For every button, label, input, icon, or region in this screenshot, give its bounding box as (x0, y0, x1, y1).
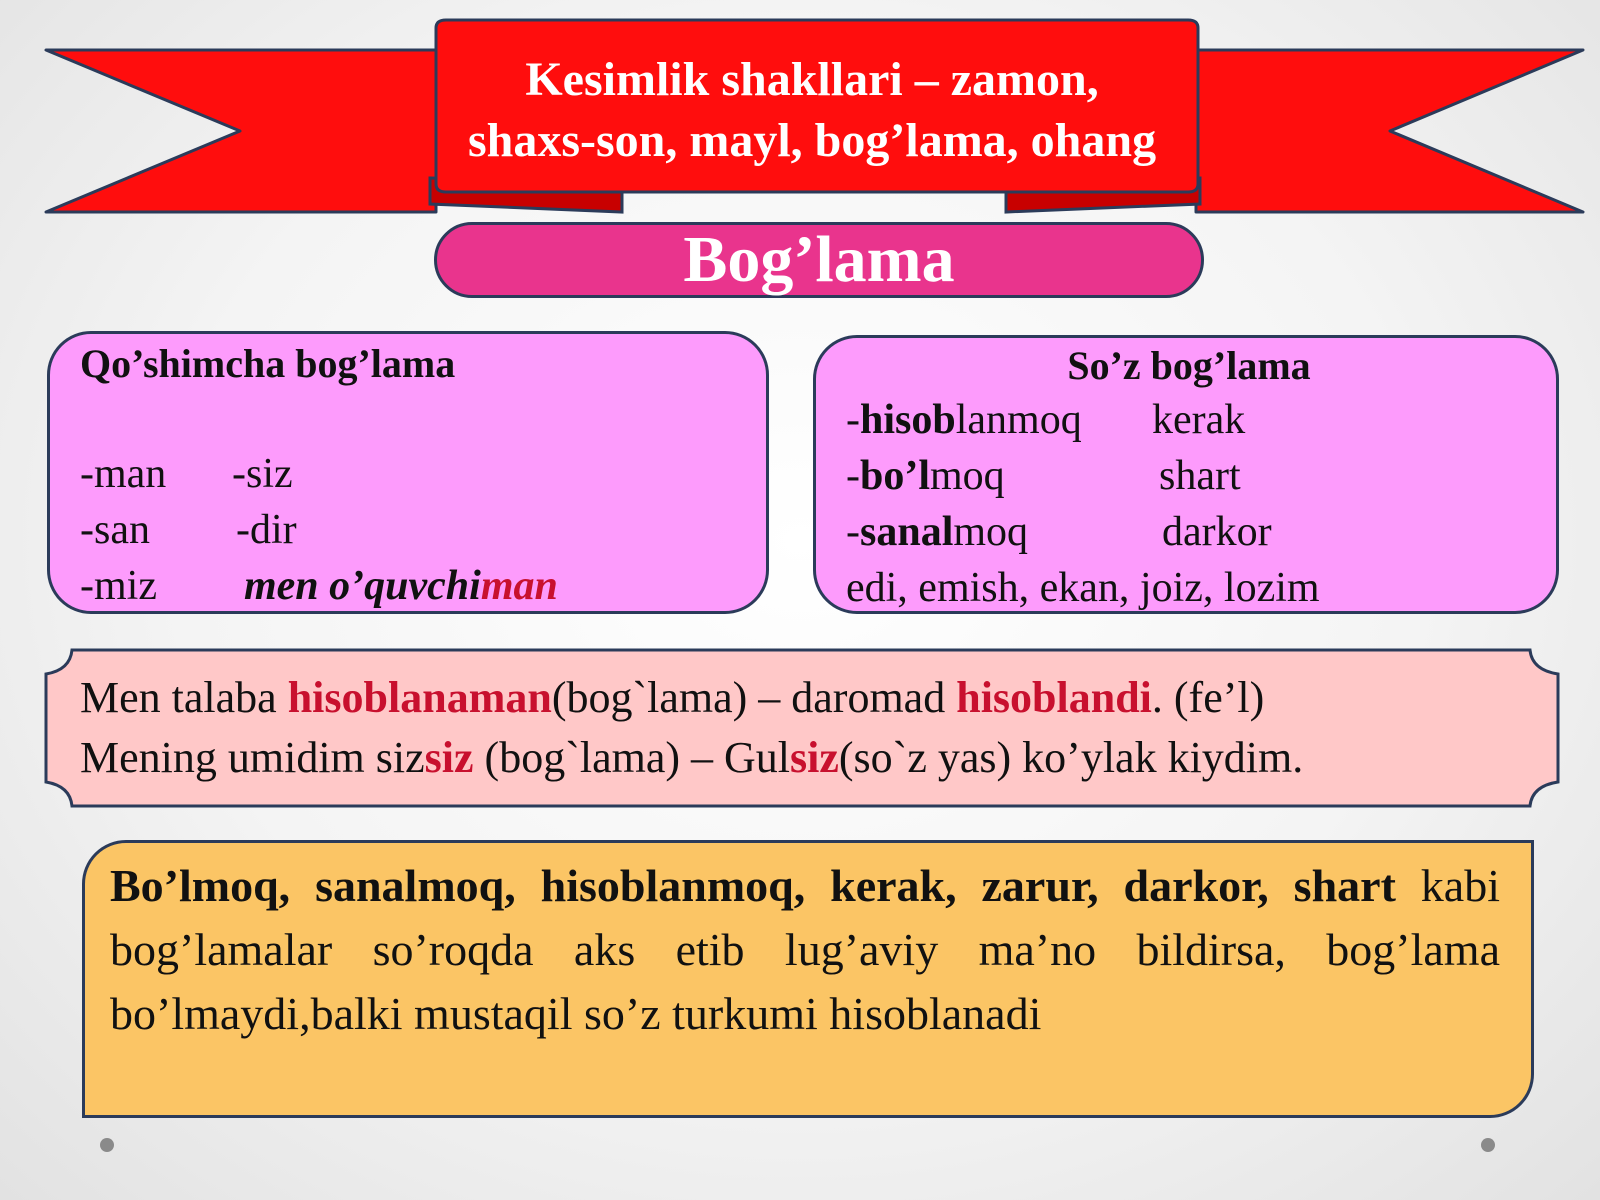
verb-bold-part: hisob (860, 397, 956, 443)
example-text: (so`z yas) ko’ylak kiydim. (838, 733, 1304, 782)
verb-rest: lanmoq (955, 397, 1082, 443)
example-highlight: hisoblandi (956, 673, 1152, 722)
example-line (80, 668, 1540, 728)
example-text: (bog`lama) – Gul (473, 733, 791, 782)
example-highlight: siz (790, 733, 839, 782)
example-text: Men talaba (80, 673, 288, 722)
example-text: . (fe’l) (1151, 673, 1265, 722)
subtitle-text: Bog’lama (683, 223, 955, 296)
suffix-item: -siz (232, 451, 293, 497)
example-highlight: hisoblanaman (287, 673, 552, 722)
word-copula-item: kerak (1152, 397, 1246, 443)
word-copula-verb: -hisoblanmoq (846, 397, 1082, 443)
word-copula-last-line: edi, emish, ekan, joiz, lozim (846, 565, 1320, 611)
word-copula-item: darkor (1162, 509, 1272, 555)
decor-dot-left (100, 1138, 114, 1152)
examples-text (80, 668, 1540, 788)
example-text: Mening umidim siz (80, 733, 425, 782)
suffix-item: -man (80, 451, 167, 497)
suffix-item: -dir (236, 507, 297, 553)
verb-rest: moq (953, 509, 1029, 555)
note-bold-lead: Bo’lmoq, sanalmoq, hisoblanmoq, kerak, zarur, darkor, shart (110, 860, 1396, 911)
note-text (110, 854, 1500, 1046)
suffix-copula-heading: Qo’shimcha bog’lama (80, 341, 456, 386)
word-copula-item: shart (1159, 453, 1241, 499)
word-copula-verb: -sanalmoq (846, 509, 1029, 555)
suffix-item: -miz (80, 563, 157, 609)
example-text: (bog`lama) – daromad (551, 673, 957, 722)
example-line (80, 728, 1540, 788)
word-copula-heading: So’z bog’lama (1067, 343, 1311, 388)
slide-title-line1: Kesimlik shakllari – zamon, (525, 53, 1099, 106)
decor-dot-right (1481, 1138, 1495, 1152)
slide-title-line2: shaxs-son, mayl, bog’lama, ohang (467, 114, 1157, 167)
example-suffix: man (480, 563, 558, 609)
verb-bold-part: sanal (860, 509, 954, 555)
example-word: men o’quvchi (244, 563, 481, 609)
suffix-item: -san (80, 507, 150, 553)
word-copula-verb: -bo’lmoq (846, 453, 1005, 499)
verb-bold-part: bo’l (860, 453, 931, 499)
verb-rest: moq (930, 453, 1005, 499)
note-rest: kabi bog’lamalar so’roqda aks etib lug’aviy ma’no bildirsa, bog’lama bo’lmaydi,balki mustaqil so’z turkumi hisoblanadi (110, 860, 1500, 1039)
example-highlight: siz (424, 733, 474, 782)
